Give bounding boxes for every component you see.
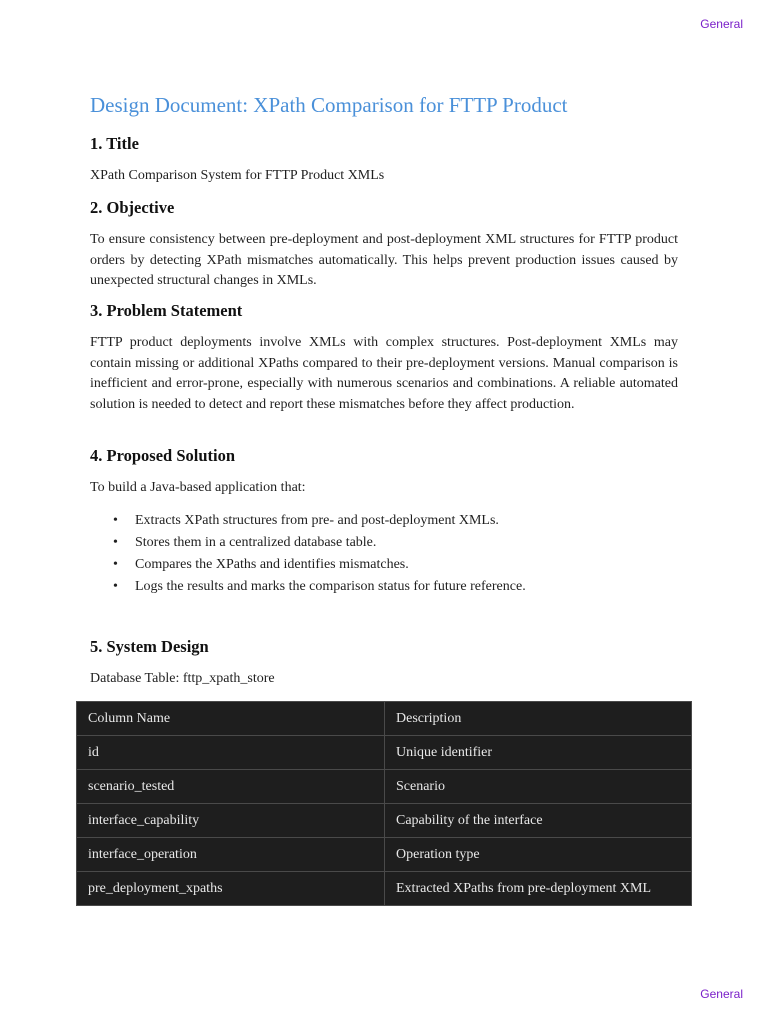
section-title-text: XPath Comparison System for FTTP Product XMLs (90, 168, 385, 183)
section-objective-heading: 2. Objective (90, 198, 175, 217)
list-item (90, 532, 678, 554)
section-solution-heading: 4. Proposed Solution (90, 446, 236, 465)
sensitivity-label-bottom: General (700, 987, 743, 1001)
table-cell: interface_operation (77, 838, 385, 872)
table-cell: scenario_tested (77, 770, 385, 804)
table-header-cell: Column Name (77, 702, 385, 736)
list-item-text: Extracts XPath structures from pre- and post-deployment XMLs. (135, 513, 499, 528)
bullet-icon: • (113, 535, 118, 550)
table-row (77, 872, 692, 906)
list-item-text: Stores them in a centralized database table. (135, 535, 377, 550)
table-cell: interface_capability (77, 804, 385, 838)
solution-bullet-list (90, 510, 678, 598)
list-item-text: Logs the results and marks the comparison status for future reference. (135, 579, 526, 594)
table-row (77, 770, 692, 804)
table-row (77, 804, 692, 838)
table-header-row (77, 702, 692, 736)
table-cell: Capability of the interface (385, 804, 692, 838)
table-row (77, 838, 692, 872)
table-cell: Unique identifier (385, 736, 692, 770)
bullet-icon: • (113, 579, 118, 594)
sensitivity-label-top: General (700, 17, 743, 31)
table-cell: Extracted XPaths from pre-deployment XML (385, 872, 692, 906)
table-row (77, 736, 692, 770)
bullet-icon: • (113, 513, 118, 528)
table-header-cell: Description (385, 702, 692, 736)
table-cell: Operation type (385, 838, 692, 872)
document-title: Design Document: XPath Comparison for FTTP Product (90, 93, 568, 117)
section-problem-text: FTTP product deployments involve XMLs with complex structures. Post-deployment XMLs may contain missing or additional XPaths compared to their pre-deployment versions. Manual comparison is inefficient and error-prone, especially with numerous scenarios and combinations. A reliable automated solution is needed to detect and report these mismatches before they affect production. (90, 335, 678, 412)
section-problem-heading: 3. Problem Statement (90, 301, 243, 320)
table-cell: Scenario (385, 770, 692, 804)
section-objective-text: To ensure consistency between pre-deployment and post-deployment XML structures for FTTP product orders by detecting XPath mismatches automatically. This helps prevent production issues caused by unexpected structural changes in XMLs. (90, 232, 678, 288)
section-design-heading: 5. System Design (90, 637, 209, 656)
list-item (90, 576, 678, 598)
list-item (90, 554, 678, 576)
table-caption: Database Table: fttp_xpath_store (90, 671, 275, 686)
table-cell: id (77, 736, 385, 770)
database-table (76, 701, 692, 906)
table-cell: pre_deployment_xpaths (77, 872, 385, 906)
section-title-heading: 1. Title (90, 134, 139, 153)
bullet-icon: • (113, 557, 118, 572)
list-item-text: Compares the XPaths and identifies mismatches. (135, 557, 409, 572)
list-item (90, 510, 678, 532)
section-solution-intro: To build a Java-based application that: (90, 480, 306, 495)
